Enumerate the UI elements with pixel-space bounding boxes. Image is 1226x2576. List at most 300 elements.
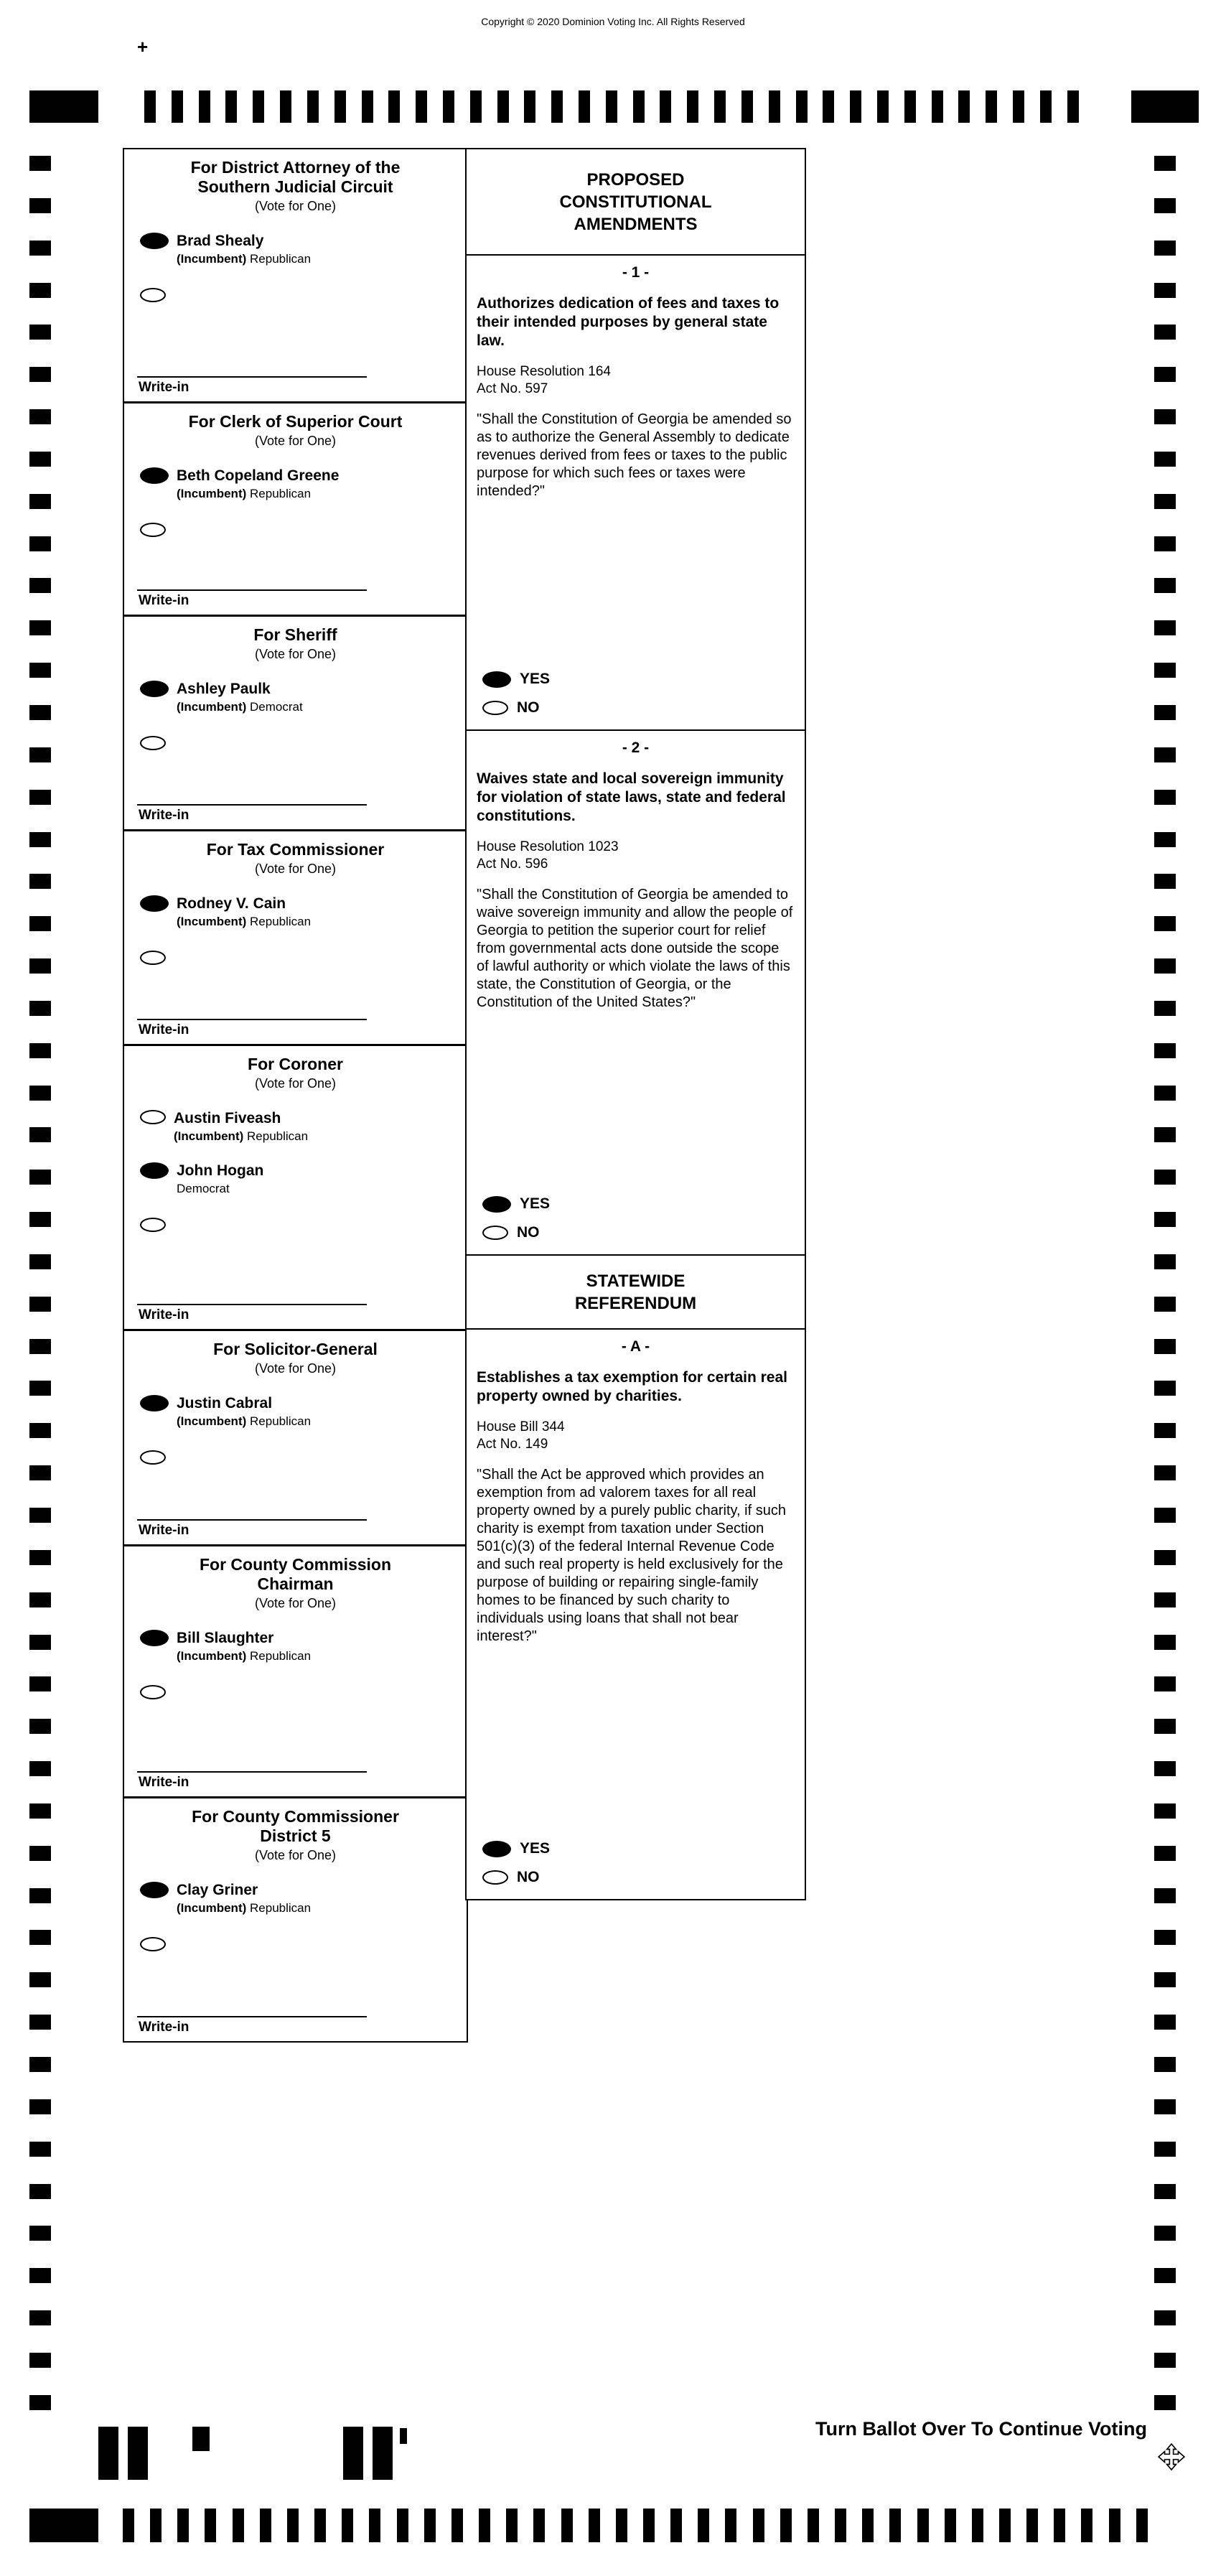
candidate-name: John Hogan bbox=[177, 1162, 264, 1179]
yes-bubble-filled[interactable] bbox=[482, 1841, 511, 1857]
timing-mark bbox=[29, 1719, 51, 1734]
timing-mark bbox=[753, 2509, 764, 2542]
timing-mark bbox=[1154, 1339, 1176, 1354]
candidate-text bbox=[177, 467, 339, 501]
timing-mark bbox=[589, 2509, 600, 2542]
yes-label: YES bbox=[520, 1840, 551, 1857]
yes-bubble-filled[interactable] bbox=[482, 671, 511, 688]
no-label: NO bbox=[517, 1224, 540, 1241]
measure-references bbox=[477, 363, 795, 398]
vote-for-instruction: (Vote for One) bbox=[254, 1076, 337, 1091]
timing-mark bbox=[1154, 2395, 1176, 2410]
timing-mark bbox=[1154, 409, 1176, 424]
ballot-bubble-filled[interactable] bbox=[140, 1882, 169, 1898]
candidate-option bbox=[140, 681, 459, 714]
candidate-text bbox=[177, 895, 311, 929]
timing-block-top-left bbox=[29, 90, 98, 123]
candidate-name: Austin Fiveash bbox=[174, 1110, 281, 1126]
candidate-name: Bill Slaughter bbox=[177, 1630, 274, 1646]
timing-mark bbox=[780, 2509, 792, 2542]
ballot-bubble-filled[interactable] bbox=[140, 233, 169, 249]
timing-mark bbox=[1154, 620, 1176, 635]
timing-marks-top bbox=[144, 90, 1079, 123]
contest-title-line: District 5 bbox=[260, 1826, 331, 1845]
registration-bar bbox=[192, 2427, 210, 2451]
incumbent-label: (Incumbent) bbox=[177, 700, 247, 714]
candidate-detail bbox=[174, 1129, 308, 1144]
no-label: NO bbox=[517, 699, 540, 716]
candidate-option bbox=[140, 1630, 459, 1663]
timing-mark bbox=[172, 90, 183, 123]
copyright-text: Copyright © 2020 Dominion Voting Inc. All Rights Reserved bbox=[481, 16, 745, 27]
write-in-line[interactable] bbox=[137, 1771, 367, 1773]
timing-mark bbox=[307, 90, 319, 123]
timing-mark bbox=[287, 2509, 299, 2542]
contest-title bbox=[131, 1555, 459, 1594]
timing-mark bbox=[670, 2509, 682, 2542]
timing-mark bbox=[1013, 90, 1024, 123]
timing-mark bbox=[551, 90, 563, 123]
timing-mark bbox=[29, 2099, 51, 2114]
candidate-text bbox=[177, 1395, 311, 1429]
timing-mark bbox=[29, 1930, 51, 1945]
yes-bubble-filled[interactable] bbox=[482, 1196, 511, 1213]
timing-mark bbox=[1067, 90, 1079, 123]
candidate-option bbox=[140, 1882, 459, 1915]
timing-mark bbox=[616, 2509, 627, 2542]
measure-references bbox=[477, 839, 795, 873]
timing-mark bbox=[29, 790, 51, 805]
timing-mark bbox=[1154, 2268, 1176, 2283]
timing-mark bbox=[533, 2509, 545, 2542]
timing-mark bbox=[443, 90, 454, 123]
timing-marks-left bbox=[29, 156, 51, 2410]
timing-mark bbox=[29, 620, 51, 635]
timing-mark bbox=[917, 2509, 929, 2542]
timing-mark bbox=[29, 1423, 51, 1438]
candidate-text bbox=[177, 1162, 263, 1196]
incumbent-label: (Incumbent) bbox=[177, 1901, 247, 1915]
timing-mark bbox=[451, 2509, 463, 2542]
timing-mark bbox=[342, 2509, 353, 2542]
timing-mark bbox=[369, 2509, 380, 2542]
timing-mark bbox=[479, 2509, 490, 2542]
timing-mark bbox=[334, 90, 346, 123]
candidate-name: Justin Cabral bbox=[177, 1395, 273, 1411]
header-line: AMENDMENTS bbox=[574, 214, 698, 234]
timing-mark bbox=[1154, 1972, 1176, 1987]
timing-mark bbox=[579, 90, 590, 123]
timing-mark bbox=[1154, 1001, 1176, 1016]
vote-for-instruction: (Vote for One) bbox=[254, 199, 337, 213]
timing-mark bbox=[1154, 2015, 1176, 2030]
write-in-line[interactable] bbox=[137, 1019, 367, 1020]
timing-mark bbox=[1154, 2226, 1176, 2241]
ballot-bubble-filled[interactable] bbox=[140, 1395, 169, 1411]
timing-mark bbox=[1154, 2057, 1176, 2072]
timing-mark bbox=[29, 747, 51, 762]
timing-mark bbox=[1154, 578, 1176, 593]
measure-amendment-2 bbox=[467, 731, 805, 1256]
incumbent-label: (Incumbent) bbox=[177, 915, 247, 928]
write-in-area bbox=[131, 1019, 459, 1044]
timing-mark bbox=[29, 1127, 51, 1142]
measure-summary: Authorizes dedication of fees and taxes to their intended purposes by general state law. bbox=[477, 295, 780, 349]
timing-mark bbox=[862, 2509, 874, 2542]
contest-title-line: For County Commissioner bbox=[192, 1807, 399, 1826]
contest-title bbox=[131, 1807, 459, 1846]
timing-mark bbox=[972, 2509, 983, 2542]
contest-title bbox=[131, 158, 459, 197]
party-label: Republican bbox=[250, 1649, 312, 1663]
contest-coroner bbox=[124, 1046, 467, 1331]
ballot-bubble-filled[interactable] bbox=[140, 1630, 169, 1646]
write-in-line[interactable] bbox=[137, 589, 367, 591]
timing-mark bbox=[29, 1465, 51, 1480]
party-label: Republican bbox=[250, 1414, 312, 1428]
candidate-text bbox=[177, 681, 303, 714]
timing-mark bbox=[416, 90, 427, 123]
reference-line: House Bill 344 bbox=[477, 1419, 565, 1434]
timing-mark bbox=[606, 90, 617, 123]
vote-for-instruction: (Vote for One) bbox=[254, 1361, 337, 1376]
timing-mark bbox=[714, 90, 726, 123]
timing-mark bbox=[29, 1381, 51, 1396]
contest-title-line: For County Commission bbox=[199, 1555, 392, 1574]
write-in-option bbox=[140, 1218, 459, 1236]
timing-mark bbox=[1054, 2509, 1065, 2542]
timing-mark bbox=[29, 1888, 51, 1903]
contest-title bbox=[131, 412, 459, 431]
timing-mark bbox=[1154, 452, 1176, 467]
timing-mark bbox=[986, 90, 997, 123]
timing-mark bbox=[29, 832, 51, 847]
timing-mark bbox=[1154, 1381, 1176, 1396]
registration-plus-mark: + bbox=[137, 36, 149, 57]
timing-mark bbox=[687, 90, 698, 123]
timing-mark bbox=[1081, 2509, 1092, 2542]
timing-mark bbox=[260, 2509, 271, 2542]
candidate-option bbox=[140, 895, 459, 929]
timing-mark bbox=[29, 874, 51, 889]
write-in-bubble[interactable] bbox=[140, 1937, 166, 1951]
write-in-bubble[interactable] bbox=[140, 951, 166, 965]
party-label: Republican bbox=[250, 1901, 312, 1915]
timing-mark bbox=[1154, 1254, 1176, 1269]
timing-mark bbox=[29, 494, 51, 509]
timing-mark bbox=[1154, 663, 1176, 678]
write-in-option bbox=[140, 523, 459, 541]
timing-mark bbox=[643, 2509, 655, 2542]
timing-mark bbox=[1154, 1676, 1176, 1691]
candidate-option bbox=[140, 233, 459, 266]
timing-mark bbox=[29, 1254, 51, 1269]
timing-mark bbox=[561, 2509, 573, 2542]
timing-mark bbox=[29, 367, 51, 382]
timing-mark bbox=[1154, 2184, 1176, 2199]
write-in-label: Write-in bbox=[139, 1523, 189, 1538]
write-in-bubble[interactable] bbox=[140, 736, 166, 750]
contest-title-line: For District Attorney of the bbox=[190, 158, 401, 177]
write-in-option bbox=[140, 951, 459, 969]
timing-mark bbox=[1154, 958, 1176, 974]
timing-mark bbox=[1154, 536, 1176, 551]
write-in-area bbox=[131, 1771, 459, 1796]
party-label: Republican bbox=[250, 252, 312, 266]
party-label: Democrat bbox=[177, 1182, 230, 1195]
contest-title-line: For Solicitor-General bbox=[213, 1340, 378, 1358]
timing-mark bbox=[889, 2509, 901, 2542]
ballot-bubble-empty[interactable] bbox=[140, 1110, 166, 1124]
timing-mark bbox=[1154, 2310, 1176, 2325]
measure-number: - 2 - bbox=[622, 739, 650, 756]
timing-mark bbox=[123, 2509, 134, 2542]
timing-mark bbox=[904, 90, 916, 123]
vote-for-instruction: (Vote for One) bbox=[254, 1596, 337, 1610]
timing-mark bbox=[769, 90, 780, 123]
write-in-line[interactable] bbox=[137, 804, 367, 806]
timing-mark bbox=[29, 1592, 51, 1607]
timing-mark bbox=[1154, 1423, 1176, 1438]
write-in-area bbox=[131, 1519, 459, 1544]
candidate-detail bbox=[177, 915, 311, 929]
timing-marks-bottom bbox=[123, 2509, 1148, 2542]
timing-mark bbox=[470, 90, 482, 123]
timing-mark bbox=[497, 90, 509, 123]
timing-mark bbox=[29, 2184, 51, 2199]
contest-title-line: For Sheriff bbox=[253, 625, 337, 644]
write-in-label: Write-in bbox=[139, 1022, 189, 1037]
timing-mark bbox=[29, 705, 51, 720]
timing-mark bbox=[932, 90, 943, 123]
timing-mark bbox=[29, 409, 51, 424]
reference-line: House Resolution 164 bbox=[477, 364, 611, 379]
timing-mark bbox=[506, 2509, 518, 2542]
vote-for-instruction: (Vote for One) bbox=[254, 434, 337, 448]
write-in-line[interactable] bbox=[137, 1304, 367, 1305]
header-line: PROPOSED bbox=[586, 169, 685, 190]
timing-mark bbox=[29, 1846, 51, 1861]
timing-mark bbox=[29, 2268, 51, 2283]
yes-label: YES bbox=[520, 671, 551, 687]
contests-column bbox=[123, 148, 468, 2043]
timing-block-bottom-left bbox=[29, 2509, 98, 2542]
candidate-detail bbox=[177, 1901, 311, 1915]
measure-summary: Establishes a tax exemption for certain real property owned by charities. bbox=[477, 1369, 788, 1404]
timing-mark bbox=[1154, 198, 1176, 213]
timing-mark bbox=[424, 2509, 436, 2542]
timing-marks-right bbox=[1154, 156, 1176, 2410]
timing-mark bbox=[945, 2509, 956, 2542]
candidate-text bbox=[174, 1110, 308, 1144]
measure-question: "Shall the Act be approved which provides an exemption from ad valorem taxes for all real property owned by a purely public charity, if such charity is exempt from taxation under Section 501(c)(3) of the federal Internal Revenue Code and such real property is held exclusively for the purpose of building or repairing single-family homes to be financed by such charity to individuals using loans that shall not bear interest?" bbox=[477, 1467, 786, 1644]
timing-mark bbox=[1154, 2142, 1176, 2157]
timing-mark bbox=[1109, 2509, 1120, 2542]
write-in-bubble[interactable] bbox=[140, 1685, 166, 1699]
write-in-bubble[interactable] bbox=[140, 1450, 166, 1465]
timing-mark bbox=[314, 2509, 326, 2542]
timing-mark bbox=[29, 958, 51, 974]
timing-mark bbox=[233, 2509, 244, 2542]
write-in-option bbox=[140, 1937, 459, 1955]
timing-mark bbox=[1154, 874, 1176, 889]
referendum-header bbox=[467, 1256, 805, 1330]
incumbent-label: (Incumbent) bbox=[174, 1129, 244, 1143]
incumbent-label: (Incumbent) bbox=[177, 252, 247, 266]
measure-number: - A - bbox=[621, 1338, 650, 1355]
timing-mark bbox=[1154, 156, 1176, 171]
write-in-line[interactable] bbox=[137, 376, 367, 378]
candidate-option bbox=[140, 467, 459, 501]
write-in-label: Write-in bbox=[139, 593, 189, 608]
timing-mark bbox=[1154, 1635, 1176, 1650]
timing-mark bbox=[698, 2509, 709, 2542]
timing-mark bbox=[29, 2057, 51, 2072]
measure-summary: Waives state and local sovereign immunity for violation of state laws, state and federal constitutions. bbox=[477, 770, 786, 824]
timing-mark bbox=[1154, 1930, 1176, 1945]
timing-mark bbox=[877, 90, 889, 123]
reference-line: Act No. 149 bbox=[477, 1437, 548, 1452]
write-in-label: Write-in bbox=[139, 380, 189, 395]
candidate-option bbox=[140, 1162, 459, 1196]
measure-referendum-a bbox=[467, 1330, 805, 1899]
measure-question: "Shall the Constitution of Georgia be amended to waive sovereign immunity and allow the people of Georgia to petition the superior court for relief from governmental acts done outside the scope of lawful authority or which violate the laws of this state, the Constitution of Georgia, or the Constitution of the United States?" bbox=[477, 887, 793, 1010]
timing-mark bbox=[29, 2395, 51, 2410]
timing-mark bbox=[1154, 1719, 1176, 1734]
write-in-label: Write-in bbox=[139, 1775, 189, 1790]
measure-references bbox=[477, 1419, 795, 1453]
measure-choices bbox=[477, 1829, 795, 1899]
timing-mark bbox=[1154, 1550, 1176, 1565]
timing-mark bbox=[1154, 1043, 1176, 1058]
timing-mark bbox=[1154, 2099, 1176, 2114]
write-in-line[interactable] bbox=[137, 2016, 367, 2017]
write-in-area bbox=[131, 1304, 459, 1329]
candidate-name: Clay Griner bbox=[177, 1882, 258, 1898]
timing-mark bbox=[253, 90, 264, 123]
candidate-detail bbox=[177, 252, 311, 266]
timing-mark bbox=[823, 90, 834, 123]
write-in-area bbox=[131, 804, 459, 829]
contest-solicitor-general bbox=[124, 1331, 467, 1546]
measure-amendment-1 bbox=[467, 256, 805, 731]
write-in-line[interactable] bbox=[137, 1519, 367, 1521]
timing-block-top-right bbox=[1131, 90, 1199, 123]
timing-mark bbox=[29, 1635, 51, 1650]
timing-mark bbox=[1154, 1086, 1176, 1101]
no-bubble-empty[interactable] bbox=[482, 1226, 508, 1240]
timing-mark bbox=[1154, 1127, 1176, 1142]
timing-mark bbox=[1154, 1888, 1176, 1903]
ballot-bubble-filled[interactable] bbox=[140, 467, 169, 484]
candidate-option bbox=[140, 1395, 459, 1429]
timing-mark bbox=[29, 241, 51, 256]
timing-mark bbox=[225, 90, 237, 123]
write-in-option bbox=[140, 736, 459, 754]
timing-mark bbox=[1154, 1170, 1176, 1185]
incumbent-label: (Incumbent) bbox=[177, 1414, 247, 1428]
timing-mark bbox=[29, 452, 51, 467]
timing-mark bbox=[29, 1972, 51, 1987]
timing-mark bbox=[29, 1043, 51, 1058]
measures-column bbox=[465, 148, 806, 1900]
contest-title bbox=[131, 1055, 459, 1074]
registration-bar bbox=[400, 2428, 407, 2444]
contest-county-commission-chairman bbox=[124, 1546, 467, 1798]
move-cross-icon bbox=[1157, 2442, 1186, 2475]
write-in-bubble[interactable] bbox=[140, 523, 166, 537]
no-option bbox=[482, 1869, 795, 1886]
ballot-bubble-filled[interactable] bbox=[140, 895, 169, 912]
timing-mark bbox=[1154, 705, 1176, 720]
contest-sheriff bbox=[124, 617, 467, 831]
no-bubble-empty[interactable] bbox=[482, 1870, 508, 1885]
timing-mark bbox=[29, 2142, 51, 2157]
timing-mark bbox=[1154, 1592, 1176, 1607]
timing-mark bbox=[1154, 241, 1176, 256]
timing-mark bbox=[1040, 90, 1052, 123]
contest-title-line: For Tax Commissioner bbox=[206, 840, 385, 859]
timing-mark bbox=[29, 1297, 51, 1312]
timing-mark bbox=[29, 663, 51, 678]
timing-mark bbox=[177, 2509, 189, 2542]
candidate-name: Ashley Paulk bbox=[177, 681, 271, 697]
no-option bbox=[482, 1224, 795, 1241]
timing-mark bbox=[1154, 1846, 1176, 1861]
write-in-label: Write-in bbox=[139, 1307, 189, 1322]
candidate-name: Rodney V. Cain bbox=[177, 895, 286, 912]
registration-bar bbox=[128, 2427, 148, 2480]
ballot-bubble-filled[interactable] bbox=[140, 1162, 169, 1179]
timing-mark bbox=[29, 198, 51, 213]
timing-mark bbox=[29, 2226, 51, 2241]
contest-title-line: Chairman bbox=[257, 1574, 334, 1593]
vote-for-instruction: (Vote for One) bbox=[254, 1848, 337, 1862]
contest-title bbox=[131, 625, 459, 645]
timing-mark bbox=[199, 90, 210, 123]
timing-mark bbox=[835, 2509, 846, 2542]
registration-bar bbox=[343, 2427, 363, 2480]
write-in-area bbox=[131, 376, 459, 401]
write-in-option bbox=[140, 288, 459, 306]
no-bubble-empty[interactable] bbox=[482, 701, 508, 715]
candidate-name: Brad Shealy bbox=[177, 233, 264, 249]
timing-mark bbox=[29, 2015, 51, 2030]
timing-mark bbox=[1154, 747, 1176, 762]
ballot-bubble-filled[interactable] bbox=[140, 681, 169, 697]
registration-bar bbox=[98, 2427, 118, 2480]
timing-mark bbox=[29, 2353, 51, 2368]
timing-mark bbox=[1154, 1761, 1176, 1776]
yes-option bbox=[482, 1840, 795, 1857]
vote-for-instruction: (Vote for One) bbox=[254, 862, 337, 876]
write-in-bubble[interactable] bbox=[140, 288, 166, 302]
timing-mark bbox=[999, 2509, 1011, 2542]
party-label: Republican bbox=[250, 915, 312, 928]
timing-mark bbox=[29, 1001, 51, 1016]
timing-mark bbox=[29, 1212, 51, 1227]
contest-county-commissioner-district-5 bbox=[124, 1798, 467, 2041]
timing-mark bbox=[29, 916, 51, 931]
no-option bbox=[482, 699, 795, 717]
write-in-bubble[interactable] bbox=[140, 1218, 166, 1232]
timing-mark bbox=[741, 90, 753, 123]
reference-line: Act No. 596 bbox=[477, 857, 548, 872]
candidate-text bbox=[177, 233, 311, 266]
measure-question: "Shall the Constitution of Georgia be amended so as to authorize the General Assembly to dedicate revenues derived from fees or taxes to the public purpose for which such fees or taxes were intended?" bbox=[477, 411, 792, 499]
timing-mark bbox=[29, 1339, 51, 1354]
no-label: NO bbox=[517, 1869, 540, 1885]
